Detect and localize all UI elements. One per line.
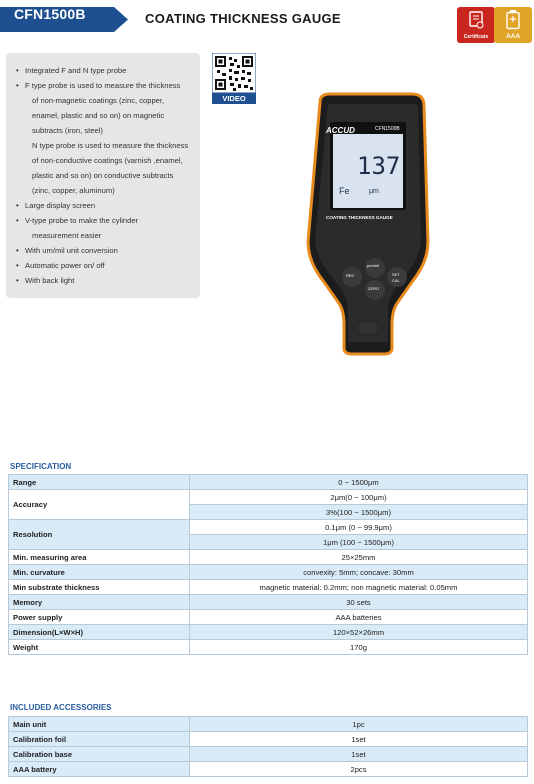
table-row: [9, 610, 528, 625]
spec-value: 1μm (100 ~ 1500μm): [190, 535, 528, 550]
spec-value: magnetic material: 0.2mm; non magnetic material: 0.05mm: [190, 580, 528, 595]
device-key-set: SET: [392, 272, 400, 277]
spec-label: Power supply: [9, 610, 190, 625]
feature-item: measurement easier: [32, 231, 102, 240]
accessory-value: 1set: [190, 747, 528, 762]
device-key-zero: ZERO: [368, 286, 380, 291]
accessory-label: AAA battery: [9, 762, 190, 777]
feature-item: plastic and so on) on conductive subtracts: [32, 171, 174, 180]
table-row: [9, 747, 528, 762]
feature-item: N type probe is used to measure the thickness: [32, 141, 189, 150]
device-key-rec: REC: [346, 273, 355, 278]
table-row: [9, 520, 528, 535]
feature-item: subtracts (iron, steel): [32, 126, 103, 135]
feature-item: • V-type probe to make the cylinder: [16, 213, 200, 228]
spec-label: Min substrate thickness: [9, 580, 190, 595]
table-row: [9, 475, 528, 490]
device-mode: Fe: [339, 186, 350, 196]
feature-item: of non-conductive coatings (varnish ,enamel,: [32, 156, 183, 165]
qr-code-icon: [212, 53, 256, 93]
feature-item: • With back light: [16, 273, 200, 288]
feature-list: [6, 53, 200, 288]
device-panel-label: COATING THICKNESS GAUGE: [326, 215, 393, 220]
device-unit: μm: [369, 188, 379, 195]
specification-table: [8, 474, 528, 655]
accessory-value: 2pcs: [190, 762, 528, 777]
accessories-table: [8, 716, 528, 777]
specification-title: SPECIFICATION: [10, 462, 72, 471]
spec-value: 2μm(0 ~ 100μm): [190, 490, 528, 505]
feature-item: (zinc, copper, aluminum): [32, 186, 115, 195]
device-brand: ACCUD: [326, 126, 355, 135]
accessory-label: Calibration foil: [9, 732, 190, 747]
feature-item: • With um/mil unit conversion: [16, 243, 200, 258]
spec-value: convexity: 5mm; concave: 30mm: [190, 565, 528, 580]
accessory-label: Calibration base: [9, 747, 190, 762]
gauge-device-image: [300, 92, 440, 360]
spec-label: Min. measuring area: [9, 550, 190, 565]
feature-item: of non-magnetic coatings (zinc, copper,: [32, 96, 165, 105]
table-row: [9, 595, 528, 610]
spec-value: 120×52×26mm: [190, 625, 528, 640]
feature-item: • Integrated F and N type probe: [16, 63, 200, 78]
spec-value: 0.1μm (0 ~ 99.9μm): [190, 520, 528, 535]
features-panel: [6, 53, 200, 298]
battery-label: AAA: [505, 33, 521, 40]
feature-item: • Large display screen: [16, 198, 200, 213]
table-row: [9, 732, 528, 747]
spec-value: 30 sets: [190, 595, 528, 610]
table-row: [9, 762, 528, 777]
spec-label: Memory: [9, 595, 190, 610]
spec-value: 0 ~ 1500μm: [190, 475, 528, 490]
model-name: CFN1500B: [14, 6, 86, 22]
spec-value: 170g: [190, 640, 528, 655]
table-row: [9, 550, 528, 565]
spec-value: 3%(100 ~ 1500μm): [190, 505, 528, 520]
device-reading: 137: [357, 152, 401, 180]
video-label[interactable]: VIDEO: [212, 93, 256, 104]
spec-label: Min. curvature: [9, 565, 190, 580]
accessory-value: 1pc: [190, 717, 528, 732]
spec-label: Weight: [9, 640, 190, 655]
device-key-unit: μm/mil: [367, 263, 379, 268]
device-key-cal: CAL: [392, 278, 400, 283]
table-row: [9, 625, 528, 640]
table-row: [9, 490, 528, 505]
feature-item: • F type probe is used to measure the thickness: [16, 78, 200, 93]
spec-label: Range: [9, 475, 190, 490]
spec-label: Dimension(L×W×H): [9, 625, 190, 640]
table-row: [9, 580, 528, 595]
certificate-badge: [455, 5, 497, 45]
page-title: COATING THICKNESS GAUGE: [145, 11, 341, 26]
battery-badge: [492, 5, 534, 45]
accessory-label: Main unit: [9, 717, 190, 732]
spec-value: AAA batteries: [190, 610, 528, 625]
spec-label: Resolution: [9, 520, 190, 550]
feature-item: • Automatic power on/ off: [16, 258, 200, 273]
spec-value: 25×25mm: [190, 550, 528, 565]
accessory-value: 1set: [190, 732, 528, 747]
spec-label: Accuracy: [9, 490, 190, 520]
table-row: [9, 717, 528, 732]
table-row: [9, 640, 528, 655]
table-row: [9, 565, 528, 580]
certificate-label: Certificate: [463, 34, 489, 40]
accessories-title: INCLUDED ACCESSORIES: [10, 703, 112, 712]
feature-item: enamel, plastic and so on) on magnetic: [32, 111, 165, 120]
device-model: CFN1500B: [375, 126, 400, 132]
